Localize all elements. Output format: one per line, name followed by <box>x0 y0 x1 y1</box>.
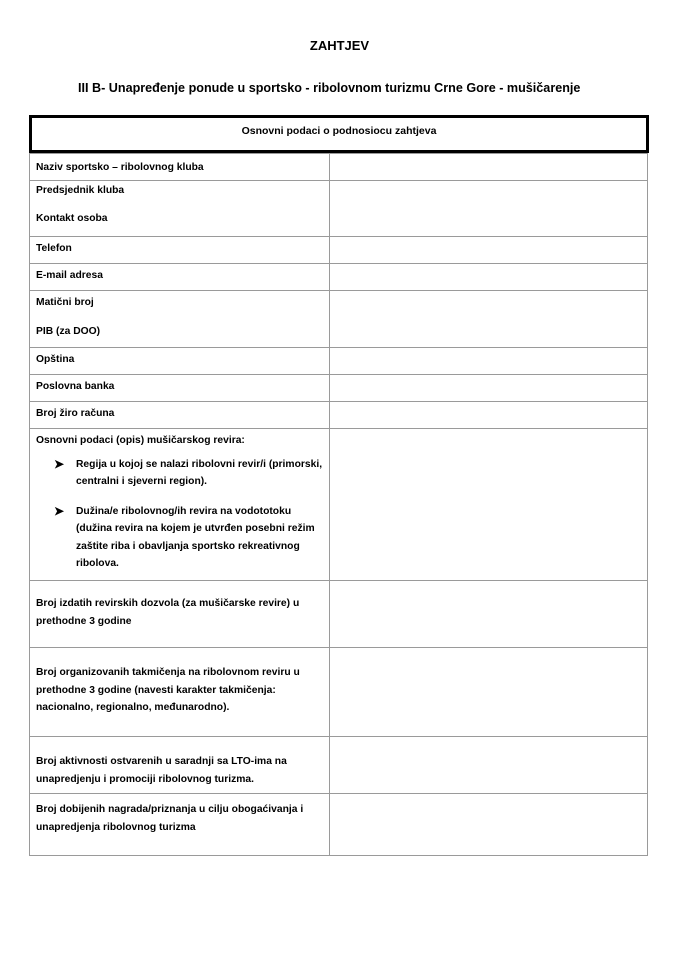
field-email[interactable] <box>330 264 648 291</box>
label-registration-number: Matični broj <box>36 297 94 308</box>
label-email: E-mail adresa <box>30 264 330 291</box>
document-title: ZAHTJEV <box>309 38 370 53</box>
document-subtitle: III B- Unapređenje ponude u sportsko - ribolovnom turizmu Crne Gore - mušičarenje <box>78 81 581 95</box>
field-revir-description[interactable] <box>330 429 648 581</box>
label-pib: PIB (za DOO) <box>36 325 101 337</box>
label-lto-activities: Broj aktivnosti ostvarenih u saradnji sa LTO-ima na unapredjenju i promociji ribolovnog turizma. <box>30 737 330 794</box>
section-header: Osnovni podaci o podnosiocu zahtjeva <box>29 115 649 153</box>
field-phone[interactable] <box>330 237 648 264</box>
list-item: ➤ Dužina/e ribolovnog/ih revira na vodototoku (dužina revira na kojem je utvrđen posebni režim zaštite riba i obavljanja sportsko rekreativnog ribolova. <box>54 503 315 569</box>
label-permits: Broj izdatih revirskih dozvola (za mušičarske revire) u prethodne 3 godine <box>30 581 330 648</box>
label-reg-pib <box>30 291 330 348</box>
field-account[interactable] <box>330 402 648 429</box>
label-revir-description <box>30 429 330 581</box>
field-competitions[interactable] <box>330 648 648 737</box>
table-row <box>30 402 648 429</box>
applicant-form-table <box>29 153 648 856</box>
table-row <box>30 348 648 375</box>
field-club-name[interactable] <box>330 154 648 181</box>
table-row <box>30 154 648 181</box>
table-row <box>30 794 648 856</box>
label-bank: Poslovna banka <box>30 375 330 402</box>
arrowhead-bullet-icon: ➤ <box>54 503 65 518</box>
field-awards[interactable] <box>330 794 648 856</box>
label-contact: Kontakt osoba <box>36 212 108 224</box>
field-bank[interactable] <box>330 375 648 402</box>
field-municipality[interactable] <box>330 348 648 375</box>
label-club-name: Naziv sportsko – ribolovnog kluba <box>30 154 330 181</box>
label-awards: Broj dobijenih nagrada/priznanja u cilju obogaćivanja i unapredjenja ribolovnog turizma <box>30 794 330 856</box>
label-phone: Telefon <box>30 237 330 264</box>
table-row <box>30 581 648 648</box>
table-row <box>30 648 648 737</box>
label-president-contact <box>30 181 330 237</box>
table-row <box>30 181 648 237</box>
field-president-contact[interactable] <box>330 181 648 237</box>
table-row <box>30 737 648 794</box>
label-competitions: Broj organizovanih takmičenja na ribolovnom reviru u prethodne 3 godine (navesti karakter takmičenja: nacionalno, regionalno, međunarodno). <box>30 648 330 737</box>
field-lto-activities[interactable] <box>330 737 648 794</box>
table-row <box>30 375 648 402</box>
field-reg-pib[interactable] <box>330 291 648 348</box>
table-row <box>30 264 648 291</box>
revir-bullet-list <box>36 456 323 573</box>
table-row <box>30 237 648 264</box>
arrowhead-bullet-icon: ➤ <box>54 456 65 471</box>
label-account: Broj žiro računa <box>30 402 330 429</box>
table-row <box>30 291 648 348</box>
table-row <box>30 429 648 581</box>
label-revir-heading: Osnovni podaci (opis) mušičarskog revira: <box>36 435 245 446</box>
field-permits[interactable] <box>330 581 648 648</box>
label-municipality: Opština <box>30 348 330 375</box>
label-president: Predsjednik kluba <box>36 185 125 196</box>
list-item: ➤ Regija u kojoj se nalazi ribolovni revir/i (primorski, centralni i sjeverni region). <box>54 456 323 487</box>
